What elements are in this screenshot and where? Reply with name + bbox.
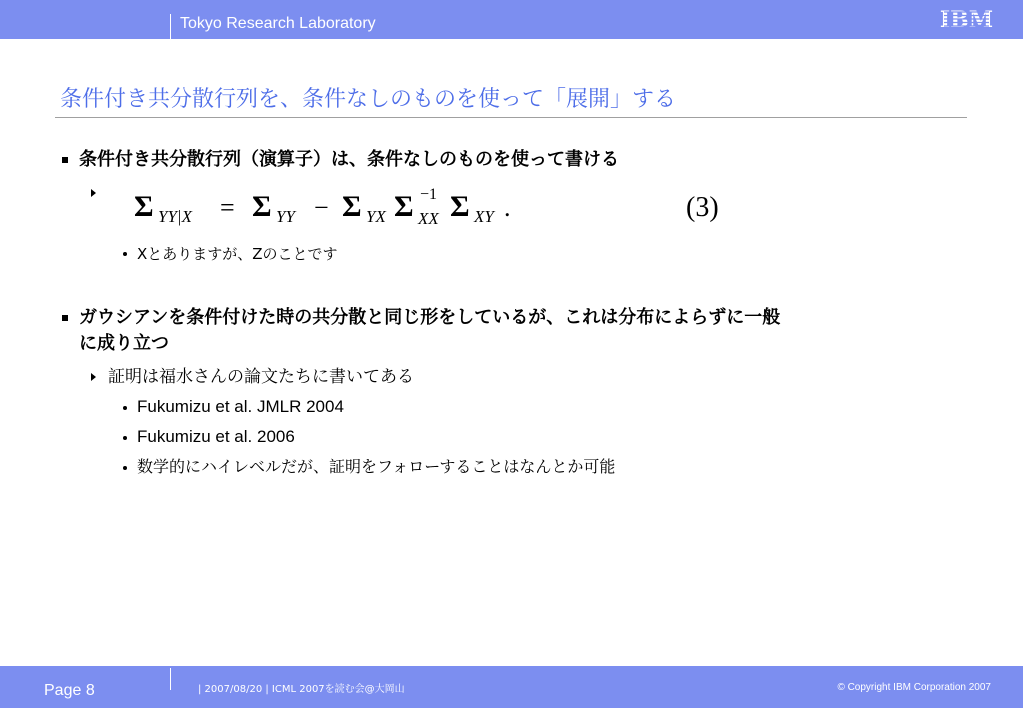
svg-text:Σ: Σ bbox=[450, 190, 470, 223]
svg-text:.: . bbox=[504, 193, 511, 222]
bullet-dot-icon bbox=[123, 406, 127, 410]
header-bar bbox=[0, 0, 1023, 39]
bullet-dot-icon bbox=[123, 252, 127, 256]
bullet-1-text: 条件付き共分散行列（演算子）は、条件なしのものを使って書ける bbox=[79, 149, 619, 170]
svg-text:YY: YY bbox=[276, 207, 295, 226]
svg-text:Σ: Σ bbox=[342, 190, 362, 223]
note-proof-difficulty: 数学的にハイレベルだが、証明をフォローすることはなんとか可能 bbox=[137, 457, 616, 476]
svg-text:YX: YX bbox=[366, 207, 386, 226]
svg-text:−: − bbox=[314, 193, 329, 222]
ibm-logo-icon bbox=[939, 6, 994, 33]
svg-text:(3): (3) bbox=[686, 192, 719, 223]
header-divider bbox=[170, 14, 171, 39]
footer-bar bbox=[0, 666, 1023, 708]
svg-text:YY|X: YY|X bbox=[158, 207, 192, 226]
svg-text:XX: XX bbox=[418, 209, 439, 228]
footer-divider bbox=[170, 668, 171, 690]
reference-2006: Fukumizu et al. 2006 bbox=[137, 427, 295, 446]
bullet-triangle-icon bbox=[91, 373, 96, 381]
bullet-triangle-icon bbox=[91, 189, 96, 197]
svg-text:−1: −1 bbox=[420, 186, 438, 203]
bullet-dot-icon bbox=[123, 466, 127, 470]
page-number: Page 8 bbox=[44, 682, 95, 699]
svg-text:Σ: Σ bbox=[394, 190, 414, 223]
svg-text:Σ: Σ bbox=[134, 190, 154, 223]
bullet-dot-icon bbox=[123, 436, 127, 440]
bullet-square-icon bbox=[62, 157, 68, 163]
svg-text:XY: XY bbox=[474, 207, 494, 226]
copyright: © Copyright IBM Corporation 2007 bbox=[837, 682, 991, 693]
formula-3 bbox=[130, 182, 750, 230]
title-divider bbox=[55, 117, 967, 118]
lab-name: Tokyo Research Laboratory bbox=[180, 15, 376, 32]
slide-title: 条件付き共分散行列を、条件なしのものを使って「展開」する bbox=[60, 87, 677, 112]
reference-jmlr-2004: Fukumizu et al. JMLR 2004 bbox=[137, 397, 344, 416]
svg-text:Σ: Σ bbox=[252, 190, 272, 223]
note-x-is-z: Xとありますが、Zのことです bbox=[137, 245, 338, 263]
bullet-2-text-line1: ガウシアンを条件付けた時の共分散と同じ形をしているが、これは分布によらずに一般 bbox=[79, 307, 781, 328]
svg-text:=: = bbox=[220, 193, 235, 222]
logo-text: IBM bbox=[939, 7, 994, 33]
proof-reference-text: 証明は福水さんの論文たちに書いてある bbox=[108, 367, 414, 387]
bullet-2-text-line2: に成り立つ bbox=[79, 333, 169, 354]
event-info: | 2007/08/20 | ICML 2007を読む会@大岡山 bbox=[198, 684, 405, 695]
bullet-square-icon bbox=[62, 315, 68, 321]
